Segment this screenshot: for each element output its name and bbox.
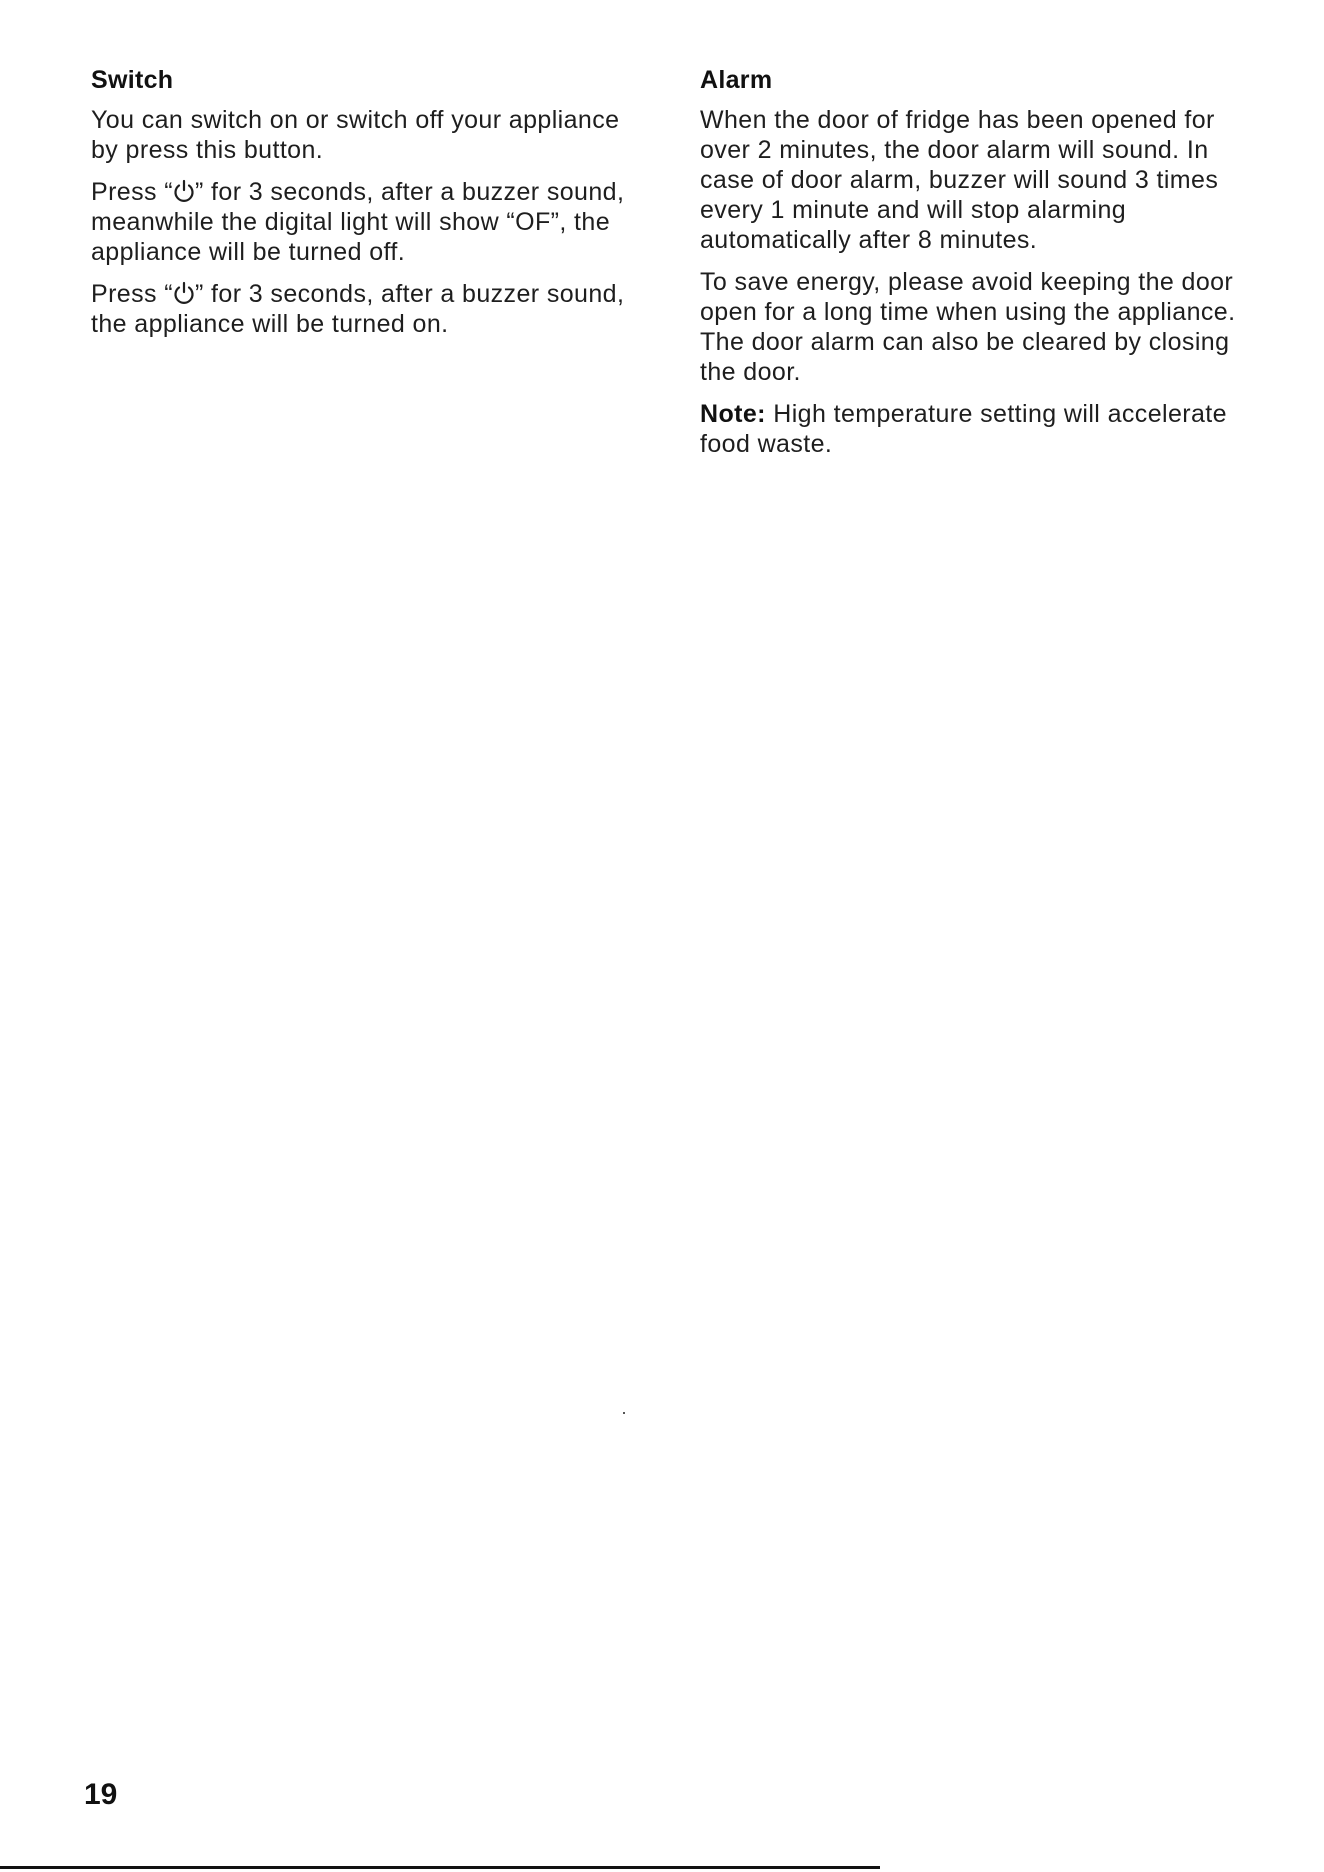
alarm-heading: Alarm	[700, 66, 773, 94]
power-icon	[173, 179, 195, 203]
switch-section	[91, 66, 651, 351]
alarm-section	[700, 66, 1240, 471]
alarm-description-paragraph: When the door of fridge has been opened for over 2 minutes, the door alarm will sound. In case of door alarm, buzzer will sound 3 times every 1 minute and will stop alarming automatically after 8 minutes.	[700, 106, 1219, 254]
page-number: 19	[84, 1778, 118, 1811]
stray-dot	[623, 1412, 625, 1414]
note-label: Note:	[700, 400, 766, 428]
alarm-energy-paragraph: To save energy, please avoid keeping the door open for a long time when using the appliance. The door alarm can also be cleared by closing the door.	[700, 268, 1236, 386]
power-icon	[173, 281, 195, 305]
note-text: High temperature setting will accelerate food waste.	[700, 400, 1227, 458]
switch-heading: Switch	[91, 66, 174, 94]
bottom-rule	[0, 1866, 880, 1869]
switch-off-instruction-text: ” for 3 seconds, after a buzzer sound, meanwhile the digital light will show “OF”, the appliance will be turned off.	[91, 178, 625, 266]
switch-on-instruction-text: ” for 3 seconds, after a buzzer sound, the appliance will be turned on.	[91, 280, 625, 338]
switch-off-paragraph	[91, 177, 651, 267]
switch-on-press-text: Press “	[91, 280, 173, 308]
switch-intro-paragraph: You can switch on or switch off your appliance by press this button.	[91, 106, 620, 164]
alarm-note-paragraph	[700, 399, 1240, 459]
switch-off-press-text: Press “	[91, 178, 173, 206]
switch-on-paragraph	[91, 279, 651, 339]
